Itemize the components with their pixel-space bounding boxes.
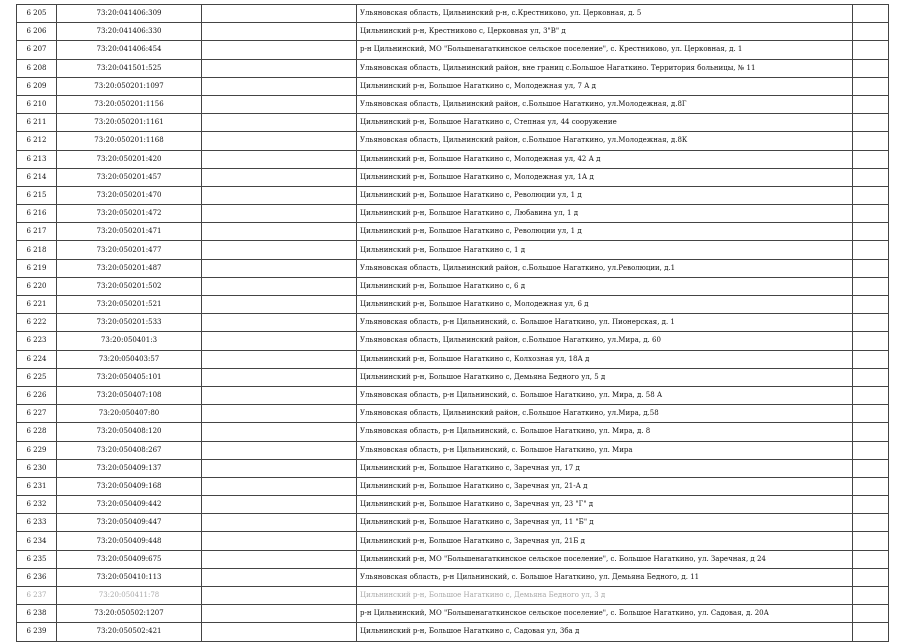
row-number-cell: 6 215	[17, 186, 57, 204]
row-number-cell: 6 223	[17, 332, 57, 350]
empty-cell	[202, 223, 357, 241]
empty-cell	[202, 459, 357, 477]
table-row	[17, 205, 889, 223]
address-cell: Ульяновская область, Цильнинский район, с.Большое Нагаткино, ул.Мира, д.58	[357, 405, 853, 423]
table-row	[17, 550, 889, 568]
empty-cell	[853, 132, 889, 150]
table-row	[17, 77, 889, 95]
address-cell: Ульяновская область, р-н Цильнинский, с. Большое Нагаткино, ул. Мира, д. 58 А	[357, 386, 853, 404]
empty-cell	[202, 23, 357, 41]
empty-cell	[202, 150, 357, 168]
row-number-cell: 6 235	[17, 550, 57, 568]
table-row	[17, 23, 889, 41]
empty-cell	[202, 314, 357, 332]
empty-cell	[202, 386, 357, 404]
empty-cell	[853, 477, 889, 495]
row-number-cell: 6 214	[17, 168, 57, 186]
address-cell: Цильнинский р-н, Большое Нагаткино с, Молодежная ул, 42 А д	[357, 150, 853, 168]
empty-cell	[202, 332, 357, 350]
table-row	[17, 587, 889, 605]
row-number-cell: 6 224	[17, 350, 57, 368]
address-cell: Цильнинский р-н, Большое Нагаткино с, Заречная ул, 11 "Б" д	[357, 514, 853, 532]
cadastral-number-cell: 73:20:050403:57	[57, 350, 202, 368]
empty-cell	[853, 550, 889, 568]
empty-cell	[853, 186, 889, 204]
cadastral-number-cell: 73:20:050409:137	[57, 459, 202, 477]
table-row	[17, 114, 889, 132]
row-number-cell: 6 218	[17, 241, 57, 259]
cadastral-number-cell: 73:20:050201:533	[57, 314, 202, 332]
cadastral-number-cell: 73:20:050409:447	[57, 514, 202, 532]
cadastral-number-cell: 73:20:050411:78	[57, 587, 202, 605]
cadastral-number-cell: 73:20:050409:448	[57, 532, 202, 550]
empty-cell	[202, 77, 357, 95]
address-cell: Ульяновская область, Цильнинский р-н, с.Крестниково, ул. Церковная, д. 5	[357, 5, 853, 23]
empty-cell	[853, 241, 889, 259]
empty-cell	[202, 532, 357, 550]
row-number-cell: 6 228	[17, 423, 57, 441]
row-number-cell: 6 222	[17, 314, 57, 332]
row-number-cell: 6 233	[17, 514, 57, 532]
empty-cell	[202, 296, 357, 314]
table-row	[17, 314, 889, 332]
empty-cell	[853, 368, 889, 386]
table-row	[17, 241, 889, 259]
empty-cell	[853, 405, 889, 423]
empty-cell	[853, 314, 889, 332]
table-row	[17, 150, 889, 168]
table-row	[17, 514, 889, 532]
empty-cell	[202, 114, 357, 132]
empty-cell	[202, 514, 357, 532]
row-number-cell: 6 234	[17, 532, 57, 550]
empty-cell	[853, 623, 889, 641]
registry-table-body	[17, 5, 889, 642]
row-number-cell: 6 236	[17, 568, 57, 586]
cadastral-number-cell: 73:20:050201:1161	[57, 114, 202, 132]
address-cell: Цильнинский р-н, Большое Нагаткино с, Заречная ул, 21Б д	[357, 532, 853, 550]
row-number-cell: 6 227	[17, 405, 57, 423]
empty-cell	[853, 41, 889, 59]
cadastral-number-cell: 73:20:050408:267	[57, 441, 202, 459]
address-cell: Цильнинский р-н, Большое Нагаткино с, Демьяна Бедного ул, 5 д	[357, 368, 853, 386]
empty-cell	[202, 277, 357, 295]
empty-cell	[853, 532, 889, 550]
table-row	[17, 5, 889, 23]
table-row	[17, 41, 889, 59]
table-row	[17, 332, 889, 350]
cadastral-number-cell: 73:20:050201:521	[57, 296, 202, 314]
row-number-cell: 6 239	[17, 623, 57, 641]
cadastral-number-cell: 73:20:050410:113	[57, 568, 202, 586]
empty-cell	[853, 332, 889, 350]
empty-cell	[853, 150, 889, 168]
empty-cell	[853, 350, 889, 368]
address-cell: Ульяновская область, Цильнинский район, с.Большое Нагаткино, ул.Революции, д.1	[357, 259, 853, 277]
row-number-cell: 6 229	[17, 441, 57, 459]
empty-cell	[202, 350, 357, 368]
table-row	[17, 59, 889, 77]
cadastral-number-cell: 73:20:041406:454	[57, 41, 202, 59]
cadastral-number-cell: 73:20:050407:108	[57, 386, 202, 404]
empty-cell	[202, 132, 357, 150]
row-number-cell: 6 212	[17, 132, 57, 150]
table-row	[17, 350, 889, 368]
cadastral-number-cell: 73:20:050201:457	[57, 168, 202, 186]
row-number-cell: 6 205	[17, 5, 57, 23]
empty-cell	[853, 386, 889, 404]
cadastral-number-cell: 73:20:050407:80	[57, 405, 202, 423]
address-cell: Цильнинский р-н, МО "Большенагаткинское сельское поселение", с. Большое Нагаткино, ул. Заречная, д 24	[357, 550, 853, 568]
empty-cell	[202, 477, 357, 495]
table-row	[17, 623, 889, 641]
address-cell: Ульяновская область, р-н Цильнинский, с. Большое Нагаткино, ул. Мира, д. 8	[357, 423, 853, 441]
empty-cell	[202, 168, 357, 186]
empty-cell	[853, 77, 889, 95]
address-cell: Цильнинский р-н, Крестниково с, Церковная ул, 3"В" д	[357, 23, 853, 41]
table-row	[17, 386, 889, 404]
table-row	[17, 296, 889, 314]
row-number-cell: 6 209	[17, 77, 57, 95]
cadastral-number-cell: 73:20:050408:120	[57, 423, 202, 441]
row-number-cell: 6 206	[17, 23, 57, 41]
table-row	[17, 405, 889, 423]
address-cell: Цильнинский р-н, Большое Нагаткино с, Заречная ул, 17 д	[357, 459, 853, 477]
row-number-cell: 6 207	[17, 41, 57, 59]
address-cell: Цильнинский р-н, Большое Нагаткино с, 6 д	[357, 277, 853, 295]
row-number-cell: 6 220	[17, 277, 57, 295]
empty-cell	[202, 41, 357, 59]
empty-cell	[202, 568, 357, 586]
table-row	[17, 477, 889, 495]
empty-cell	[202, 95, 357, 113]
address-cell: Цильнинский р-н, Большое Нагаткино с, Революции ул, 1 д	[357, 223, 853, 241]
address-cell: Цильнинский р-н, Большое Нагаткино с, Заречная ул, 21-А д	[357, 477, 853, 495]
cadastral-number-cell: 73:20:050409:675	[57, 550, 202, 568]
empty-cell	[202, 59, 357, 77]
cadastral-number-cell: 73:20:050201:420	[57, 150, 202, 168]
empty-cell	[853, 277, 889, 295]
address-cell: Ульяновская область, Цильнинский район, с.Большое Нагаткино, ул.Мира, д. 60	[357, 332, 853, 350]
address-cell: Ульяновская область, р-н Цильнинский, с. Большое Нагаткино, ул. Мира	[357, 441, 853, 459]
table-row	[17, 605, 889, 623]
row-number-cell: 6 208	[17, 59, 57, 77]
empty-cell	[202, 623, 357, 641]
row-number-cell: 6 211	[17, 114, 57, 132]
cadastral-number-cell: 73:20:050409:168	[57, 477, 202, 495]
cadastral-number-cell: 73:20:050405:101	[57, 368, 202, 386]
cadastral-number-cell: 73:20:041501:525	[57, 59, 202, 77]
table-row	[17, 368, 889, 386]
address-cell: Цильнинский р-н, Большое Нагаткино с, Молодежная ул, 6 д	[357, 296, 853, 314]
cadastral-number-cell: 73:20:050201:1168	[57, 132, 202, 150]
address-cell: Цильнинский р-н, Большое Нагаткино с, Демьяна Бедного ул, 3 д	[357, 587, 853, 605]
address-cell: Цильнинский р-н, Большое Нагаткино с, Садовая ул, 3ба д	[357, 623, 853, 641]
cadastral-number-cell: 73:20:050201:487	[57, 259, 202, 277]
empty-cell	[202, 441, 357, 459]
empty-cell	[202, 259, 357, 277]
address-cell: Ульяновская область, Цильнинский район, с.Большое Нагаткино, ул.Молодежная, д.8Г	[357, 95, 853, 113]
empty-cell	[853, 496, 889, 514]
empty-cell	[853, 568, 889, 586]
empty-cell	[853, 423, 889, 441]
table-row	[17, 168, 889, 186]
table-row	[17, 532, 889, 550]
address-cell: р-н Цильнинский, МО "Большенагаткинское сельское поселение", с. Большое Нагаткино, ул. Садовая, д. 20А	[357, 605, 853, 623]
table-row	[17, 223, 889, 241]
row-number-cell: 6 221	[17, 296, 57, 314]
address-cell: Ульяновская область, р-н Цильнинский, с. Большое Нагаткино, ул. Пионерская, д. 1	[357, 314, 853, 332]
row-number-cell: 6 225	[17, 368, 57, 386]
row-number-cell: 6 231	[17, 477, 57, 495]
address-cell: Цильнинский р-н, Большое Нагаткино с, Заречная ул, 23 "Г" д	[357, 496, 853, 514]
cadastral-number-cell: 73:20:050201:1097	[57, 77, 202, 95]
table-row	[17, 568, 889, 586]
address-cell: Ульяновская область, р-н Цильнинский, с. Большое Нагаткино, ул. Демьяна Бедного, д. 11	[357, 568, 853, 586]
address-cell: Ульяновская область, Цильнинский район, с.Большое Нагаткино, ул.Молодежная, д.8К	[357, 132, 853, 150]
cadastral-number-cell: 73:20:050409:442	[57, 496, 202, 514]
cadastral-number-cell: 73:20:050502:421	[57, 623, 202, 641]
row-number-cell: 6 217	[17, 223, 57, 241]
cadastral-number-cell: 73:20:050201:472	[57, 205, 202, 223]
cadastral-number-cell: 73:20:050502:1207	[57, 605, 202, 623]
table-row	[17, 277, 889, 295]
empty-cell	[853, 59, 889, 77]
empty-cell	[202, 5, 357, 23]
empty-cell	[853, 95, 889, 113]
empty-cell	[853, 587, 889, 605]
row-number-cell: 6 213	[17, 150, 57, 168]
row-number-cell: 6 230	[17, 459, 57, 477]
empty-cell	[853, 259, 889, 277]
cadastral-number-cell: 73:20:041406:309	[57, 5, 202, 23]
property-registry-table	[16, 4, 889, 642]
address-cell: Ульяновская область, Цильнинский район, вне границ с.Большое Нагаткино. Территория больницы, № 11	[357, 59, 853, 77]
empty-cell	[853, 296, 889, 314]
table-row	[17, 259, 889, 277]
row-number-cell: 6 237	[17, 587, 57, 605]
table-row	[17, 441, 889, 459]
address-cell: Цильнинский р-н, Большое Нагаткино с, Молодежная ул, 1А д	[357, 168, 853, 186]
empty-cell	[202, 550, 357, 568]
registry-sheet	[16, 4, 888, 642]
row-number-cell: 6 219	[17, 259, 57, 277]
empty-cell	[202, 205, 357, 223]
empty-cell	[202, 587, 357, 605]
cadastral-number-cell: 73:20:050201:471	[57, 223, 202, 241]
address-cell: Цильнинский р-н, Большое Нагаткино с, 1 д	[357, 241, 853, 259]
address-cell: Цильнинский р-н, Большое Нагаткино с, Колхозная ул, 18А д	[357, 350, 853, 368]
cadastral-number-cell: 73:20:050401:3	[57, 332, 202, 350]
table-row	[17, 132, 889, 150]
cadastral-number-cell: 73:20:050201:502	[57, 277, 202, 295]
row-number-cell: 6 238	[17, 605, 57, 623]
empty-cell	[853, 605, 889, 623]
empty-cell	[853, 514, 889, 532]
table-row	[17, 496, 889, 514]
empty-cell	[853, 23, 889, 41]
empty-cell	[853, 441, 889, 459]
empty-cell	[202, 241, 357, 259]
table-row	[17, 423, 889, 441]
empty-cell	[853, 205, 889, 223]
row-number-cell: 6 226	[17, 386, 57, 404]
empty-cell	[202, 605, 357, 623]
empty-cell	[853, 223, 889, 241]
row-number-cell: 6 232	[17, 496, 57, 514]
cadastral-number-cell: 73:20:041406:330	[57, 23, 202, 41]
table-row	[17, 95, 889, 113]
empty-cell	[853, 168, 889, 186]
table-row	[17, 186, 889, 204]
empty-cell	[202, 405, 357, 423]
cadastral-number-cell: 73:20:050201:470	[57, 186, 202, 204]
empty-cell	[853, 5, 889, 23]
empty-cell	[202, 368, 357, 386]
empty-cell	[853, 114, 889, 132]
address-cell: р-н Цильнинский, МО "Большенагаткинское сельское поселение", с. Крестниково, ул. Церковная, д. 1	[357, 41, 853, 59]
cadastral-number-cell: 73:20:050201:477	[57, 241, 202, 259]
empty-cell	[202, 186, 357, 204]
table-row	[17, 459, 889, 477]
address-cell: Цильнинский р-н, Большое Нагаткино с, Степная ул, 44 сооружение	[357, 114, 853, 132]
address-cell: Цильнинский р-н, Большое Нагаткино с, Революции ул, 1 д	[357, 186, 853, 204]
empty-cell	[202, 423, 357, 441]
address-cell: Цильнинский р-н, Большое Нагаткино с, Молодежная ул, 7 А д	[357, 77, 853, 95]
row-number-cell: 6 210	[17, 95, 57, 113]
empty-cell	[853, 459, 889, 477]
empty-cell	[202, 496, 357, 514]
cadastral-number-cell: 73:20:050201:1156	[57, 95, 202, 113]
row-number-cell: 6 216	[17, 205, 57, 223]
address-cell: Цильнинский р-н, Большое Нагаткино с, Любавина ул, 1 д	[357, 205, 853, 223]
